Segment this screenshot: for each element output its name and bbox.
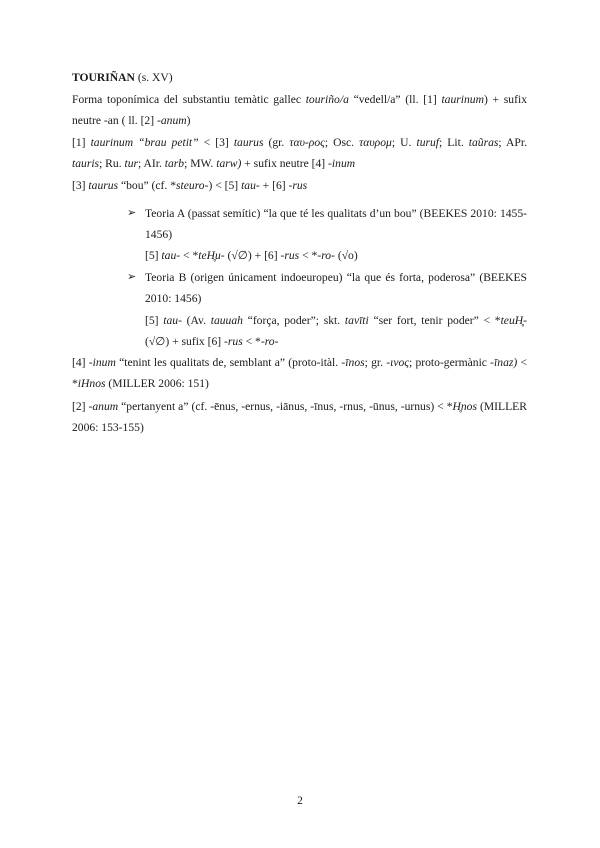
n3-h: rus (292, 179, 308, 192)
ta-g: < *- (299, 249, 322, 262)
tb-d: tauuah (210, 314, 243, 327)
n1-s: ; MW. (184, 157, 217, 171)
tb-j: rus (227, 335, 243, 349)
intro-text-c: “vedell/a” (ll. [1] (348, 93, 442, 106)
tb-b: tau- (163, 314, 182, 327)
n4-b: -inum (88, 356, 116, 369)
ta-i: (√o) (334, 249, 358, 262)
entry-heading (72, 67, 527, 88)
intro-text-a: Forma toponímica del substantiu temàtic gallec (72, 93, 306, 106)
n3-g: + [6] - (259, 179, 293, 192)
theory-a-derivation (145, 245, 527, 266)
tb-k: < *- (242, 335, 265, 349)
n1-t: tarw) (216, 157, 242, 171)
n1-e: (gr. (263, 136, 290, 149)
n3-e: -) < [5] (204, 179, 242, 192)
theory-a-text (145, 203, 527, 246)
arrow-bullet-icon: ➢ (127, 271, 137, 283)
tb-a: [5] (145, 314, 164, 327)
intro-text-f: anum (160, 114, 187, 128)
intro-text-d: taurinum (441, 93, 484, 106)
n2-a: [2] (72, 400, 89, 413)
headword: TOURIÑAN (72, 71, 135, 84)
n2-b: -anum (88, 400, 119, 413)
n4-a: [4] (72, 356, 89, 369)
n1-a: [1] (72, 136, 91, 149)
n1-b: taurinum “brau petit” (90, 136, 199, 149)
ta-a: [5] (145, 249, 162, 262)
n3-a: [3] (72, 179, 89, 192)
intro-text-b: touriño/a (305, 93, 349, 106)
ta-c: < * (180, 249, 199, 262)
n3-c: “bou” (cf. * (118, 179, 177, 192)
n1-f: ταυ-ρος (289, 136, 325, 149)
n1-d: taurus (233, 136, 264, 149)
headword-date: (s. XV) (137, 71, 173, 84)
tb-c: (Av. (181, 314, 211, 327)
n1-i: ; U. (391, 136, 417, 149)
n1-k: ; Lit. (439, 136, 469, 149)
n1-n: tauris (72, 157, 100, 171)
intro-text-g: ) (186, 114, 191, 128)
theory-a-main: Teoria A (passat semític) “la que té les qualitats d’un bou” (BEEKES 2010: 1455-1456) (145, 207, 527, 242)
n4-h: īnaz) (494, 356, 518, 369)
tb-f: tavīti (344, 314, 369, 327)
n2-d: H̥nos (452, 400, 477, 413)
note-3-paragraph (72, 175, 527, 196)
n1-p: tur (124, 157, 139, 171)
n4-g: ; proto-germànic - (409, 356, 495, 369)
n4-k: (MILLER 2006: 151) (105, 377, 209, 391)
n4-c: “tenint les qualitats de, semblant a” (proto-itàl. - (115, 356, 346, 369)
n1-m: ; APr. (498, 136, 527, 149)
n1-v: inum (331, 157, 356, 171)
n4-f: ινος (390, 356, 409, 369)
ta-d: teH̥u- (198, 249, 225, 262)
page-number: 2 (297, 795, 303, 807)
n1-l: taũras (468, 136, 499, 149)
tb-l: ro- (264, 335, 279, 349)
theory-b-derivation (145, 310, 527, 353)
tb-e: “força, poder”; skt. (242, 314, 345, 327)
tb-g: “ser fort, tenir poder” < * (368, 314, 501, 327)
n1-u: + sufix neutre [4] - (241, 157, 332, 171)
n3-b: taurus (88, 179, 119, 192)
n2-c: “pertanyent a” (cf. -ēnus, -ernus, -iānus, -īnus, -rnus, -ūnus, -urnus) < * (118, 400, 453, 413)
n4-d: īnos (345, 356, 365, 369)
theory-b-main: Teoria B (origen únicament indoeuropeu) “la que és forta, poderosa” (BEEKES 2010: 1456) (145, 271, 527, 306)
ta-b: tau- (161, 249, 181, 262)
ta-h: ro- (321, 249, 335, 262)
n1-r: tarb (164, 157, 185, 171)
n4-e: ; gr. - (364, 356, 391, 369)
n1-o: ; Ru. (99, 157, 125, 171)
intro-paragraph (72, 89, 527, 132)
n1-h: ταυρομ (359, 136, 392, 149)
n2-e: (MILLER 2006: 153-155) (72, 400, 527, 435)
ta-f: rus (284, 249, 300, 262)
n4-i: < * (72, 356, 528, 391)
n1-c: < [3] (198, 136, 234, 149)
note-4-paragraph (72, 352, 527, 395)
note-2-paragraph (72, 396, 527, 439)
n3-d: steuro (176, 179, 205, 192)
tb-h: teuH̥- (500, 314, 527, 327)
n1-g: ; Osc. (324, 136, 360, 149)
note-1-paragraph (72, 132, 527, 175)
arrow-bullet-icon: ➢ (127, 207, 137, 219)
tb-i: (√∅) + sufix [6] - (145, 335, 228, 349)
ta-e: (√∅) + [6] - (224, 249, 285, 262)
intro-text-e: ) + sufix neutre -an ( ll. [2] - (72, 93, 527, 128)
n1-j: turuf (416, 136, 440, 149)
n1-q: ; AIr. (138, 157, 165, 171)
n4-j: iHnos (77, 377, 106, 391)
n3-f: tau- (241, 179, 260, 192)
theory-b-text (145, 267, 527, 310)
